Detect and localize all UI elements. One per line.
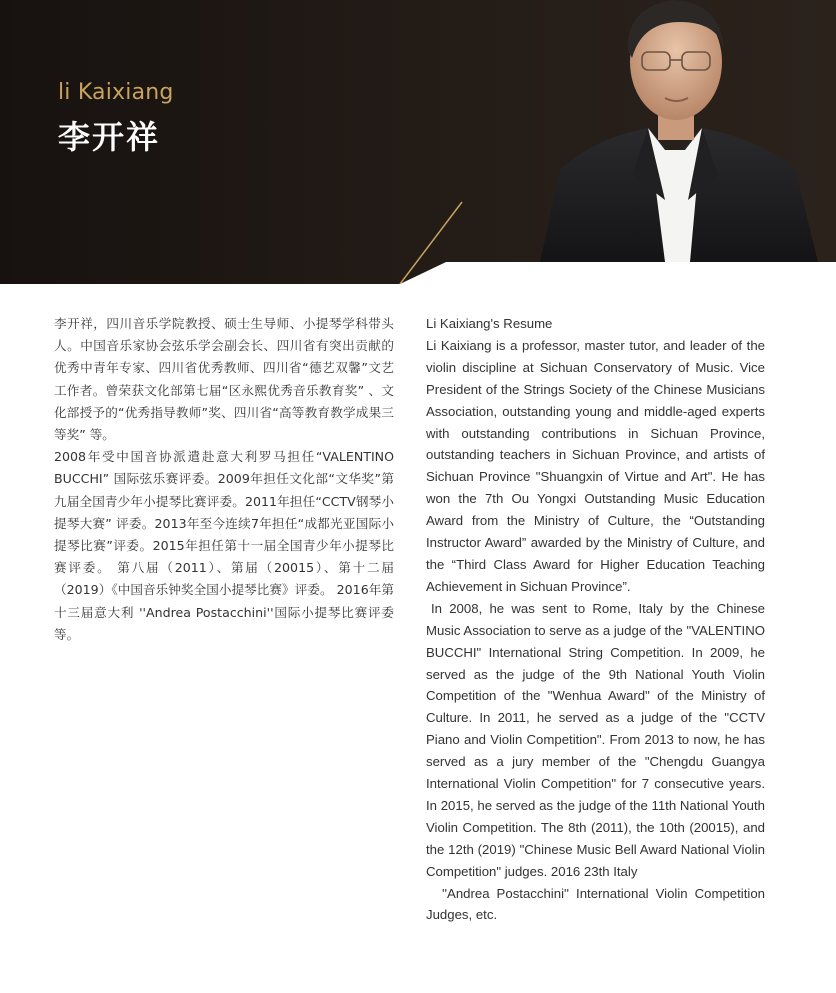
bio-cn-paragraph-1: 李开祥，四川音乐学院教授、硕士生导师、小提琴学科带头人。中国音乐家协会弦乐学会副会长、四川省有突出贡献的优秀中青年专家、四川省优秀教师、四川省“德艺双馨”文艺工作者。曾荣获文化部第七届“区永熙优秀音乐教育奖” 、文化部授予的“优秀指导教师”奖、四川省“高等教育教学成果三等奖” 等。: [54, 316, 394, 443]
bio-en-paragraph-1: Li Kaixiang is a professor, master tutor, and leader of the violin discipline at Sichuan Conservatory of Music. Vice President of the Strings Society of the Chinese Musicians Association, outstanding young and middle-aged experts with outstanding contributions in Sichuan Province, outstanding teachers in Sichuan Province, and artists of Sichuan Province "Shuangxin of Virtue and Art". He has won the 7th Ou Yongxi Outstanding Music Education Award from the Ministry of Culture, the “Outstanding Instructor Award” awarded by the Ministry of Culture, and the “Third Class Award for Higher Education Teaching Achievement in Sichuan Province”.: [426, 337, 765, 594]
biography-english: [426, 313, 765, 926]
portrait-photo: [520, 0, 836, 262]
bio-cn-paragraph-2: 2008年受中国音协派遣赴意大利罗马担任“VALENTINO BUCCHI” 国际弦乐赛评委。2009年担任文化部“文华奖”第九届全国青少年小提琴比赛评委。2011年担任“CCTV钢琴小提琴大赛” 评委。2013年至今连续7年担任“成都光亚国际小提琴比赛”评委。2015年担任第十一届全国青少年小提琴比赛评委。 第八届（2011）、第届（20015）、第十二届（2019）《中国音乐钟奖全国小提琴比赛》评委。 2016年第十三届意大利 ''Andrea Postacchini''国际小提琴比赛评委等。: [54, 449, 394, 642]
bio-en-paragraph-2: In 2008, he was sent to Rome, Italy by the Chinese Music Association to serve as a judge of the "VALENTINO BUCCHI" International String Competition. In 2009, he served as the judge of the 9th National Youth Violin Competition of the "Wenhua Award" of the Ministry of Culture. In 2011, he served as a judge of the "CCTV Piano and Violin Competition". From 2013 to now, he has served as a jury member of the "Chengdu Guangya International Violin Competition" for 7 consecutive years. In 2015, he served as the judge of the 11th National Youth Violin Competition. The 8th (2011), the 10th (20015), and the 12th (2019) "Chinese Music Bell Award National Violin Competition" judges. 2016 23th Italy: [426, 600, 765, 879]
name-chinese: 李开祥: [58, 118, 161, 156]
biography-chinese: [54, 313, 394, 646]
name-english: li Kaixiang: [58, 80, 174, 105]
header-banner: [0, 0, 836, 284]
bio-en-paragraph-3: ''Andrea Postacchini'' International Violin Competition Judges, etc.: [426, 885, 765, 923]
resume-title: Li Kaixiang's Resume: [426, 316, 553, 331]
